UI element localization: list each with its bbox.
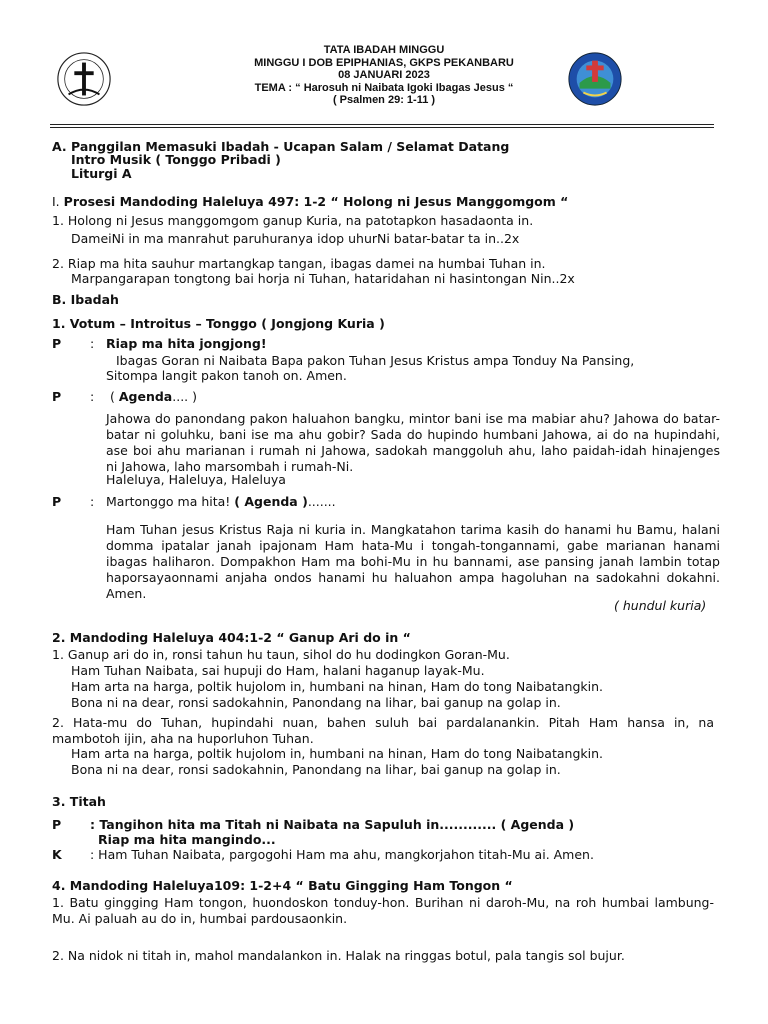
prayer-body: Ham Tuhan jesus Kristus Raja ni kuria in. Mangkatahon tarima kasih do hanami hu Bamu, halani domma ipatalar janah ipajonam Ham hata-Mu i tongah-tongannami, gabe marianan hanami ibagas haliharon. Dompakhon Ham ma bohi-Mu in hu bannami, ase pansing janah lambin totap haporsayaonnami anjaha ondos hanami hu haluahon ampa hagoluhan na sadokahni dokahni. Amen. bbox=[106, 522, 720, 601]
prayer-call bbox=[106, 494, 336, 510]
speaker-label-p: P bbox=[52, 817, 62, 832]
votum-title: 1. Votum – Introitus – Tonggo ( Jongjong Kuria ) bbox=[52, 316, 385, 331]
titah-title: 3. Titah bbox=[52, 794, 106, 809]
votum-call: Riap ma hita jongjong! bbox=[106, 336, 267, 351]
sit-down-note: ( hundul kuria) bbox=[614, 598, 707, 613]
song-2-verse-2-intro: 2. Hata-mu do Tuhan, hupindahi nuan, bahen suluh bai pardalanankin. Pitah Ham hansa in, na mambotoh ijin, aha na huporluhon Tuhan. bbox=[52, 715, 714, 746]
song-1-verse-1-line-1: 1. Holong ni Jesus manggomgom ganup Kuria, na patotapkon hasadaonta in. bbox=[52, 213, 534, 228]
song-1-number: I. bbox=[52, 194, 60, 209]
gkps-logo-icon bbox=[55, 50, 113, 108]
header-line-2: MINGGU I DOB EPIPHANIAS, GKPS PEKANBARU bbox=[254, 56, 514, 69]
votum-body-line-2: Sitompa langit pakon tanoh on. Amen. bbox=[106, 368, 347, 383]
header-psalm: ( Psalmen 29: 1-11 ) bbox=[332, 94, 436, 106]
song-3-subtitle: : 1-2+4 “ Batu Gingging Ham Tongon “ bbox=[240, 878, 513, 893]
introitus-body: Jahowa do panondang pakon haluahon bangku, mintor bani ise ma mabiar ahu? Jahowa do batar-batar ni goluhku, bani ise ma ahu gobir? Sada do hupindo humbani Jahowa, ai do na hupindahi, ase boi ahu marianan i rumah ni Jahowa, sadokah manggoluh ahu, laho paidah-idah hinajenges ni Jahowa, laho marsombah i rumah-Ni. bbox=[106, 411, 720, 474]
header-divider-top bbox=[50, 124, 714, 125]
song-1-verse-2-line-2: Marpangarapan tongtong bai horja ni Tuhan, hataridahan ni hasintongan Nin..2x bbox=[71, 271, 575, 286]
section-b-title: B. Ibadah bbox=[52, 292, 119, 307]
header-title-block bbox=[200, 44, 568, 107]
prayer-call-text: Martonggo ma hita! bbox=[106, 494, 235, 509]
song-2-verse-2-line-3: Ham arta na harga, poltik hujolom in, humbani na hinan, Ham do tong Naibatangkin. bbox=[71, 746, 603, 761]
speaker-label-p: P bbox=[52, 389, 62, 404]
song-3-verse-1: 1. Batu gingging Ham tongon, huondoskon tonduy-hon. Burihan ni daroh-Mu, na roh humbai lambung-Mu. Ai paluah au do in, humbai pardousaonkin. bbox=[52, 895, 714, 926]
pgi-logo-icon bbox=[566, 50, 624, 108]
speaker-colon: : bbox=[90, 494, 95, 509]
liturgy-label: Liturgi A bbox=[71, 166, 132, 181]
votum-body-line-1: Ibagas Goran ni Naibata Bapa pakon Tuhan Jesus Kristus ampa Tonduy Na Pansing, bbox=[116, 353, 635, 368]
song-1-verse-2-line-1: 2. Riap ma hita sauhur martangkap tangan, ibagas damei na humbai Tuhan in. bbox=[52, 256, 546, 271]
speaker-colon: : bbox=[90, 389, 95, 404]
titah-call: : Tangihon hita ma Titah ni Naibata na Sapuluh in............ ( Agenda ) bbox=[90, 817, 575, 832]
song-1-subtitle: : 1-2 “ Holong ni Jesus Manggomgom “ bbox=[294, 194, 569, 209]
song-1-verse-1-line-2: DameiNi in ma manrahut paruhuranya idop uhurNi batar-batar ta in..2x bbox=[71, 231, 520, 246]
speaker-label-k: K bbox=[52, 847, 62, 862]
prayer-dots: ....... bbox=[307, 494, 336, 509]
titah-call-line-2: Riap ma hita mangindo... bbox=[98, 832, 276, 847]
song-2-title: 2. Mandoding Haleluya 404 bbox=[52, 630, 245, 645]
song-2-heading bbox=[52, 630, 411, 646]
introitus-haleluya: Haleluya, Haleluya, Haleluya bbox=[106, 472, 286, 487]
song-3-title: 4. Mandoding Haleluya109 bbox=[52, 878, 241, 893]
song-2-verse-2-line-4: Bona ni na dear, ronsi sadokahnin, Panondang na lihar, bai ganup na golap in. bbox=[71, 762, 561, 777]
header-line-3: 08 JANUARI 2023 bbox=[338, 69, 430, 81]
song-2-verse-1-line-3: Ham arta na harga, poltik hujolom in, humbani na hinan, Ham do tong Naibatangkin. bbox=[71, 679, 603, 694]
header-theme: TEMA : “ Harosuh ni Naibata Igoki Ibagas Jesus “ bbox=[254, 81, 514, 94]
song-3-heading bbox=[52, 878, 513, 894]
section-a-title: A. Panggilan Memasuki Ibadah - Ucapan Salam / Selamat Datang bbox=[52, 139, 510, 154]
header-line-1: TATA IBADAH MINGGU bbox=[323, 44, 445, 56]
intro-music: Intro Musik ( Tonggo Pribadi ) bbox=[71, 152, 281, 167]
speaker-label-p: P bbox=[52, 336, 62, 351]
document-header bbox=[0, 42, 768, 122]
song-1-title: Prosesi Mandoding Haleluya 497 bbox=[63, 194, 295, 209]
introitus-agenda: ( Agenda.... ) bbox=[110, 389, 197, 404]
song-2-subtitle: :1-2 “ Ganup Ari do in “ bbox=[244, 630, 411, 645]
titah-response: : Ham Tuhan Naibata, pargogohi Ham ma ahu, mangkorjahon titah-Mu ai. Amen. bbox=[90, 847, 594, 862]
song-2-verse-1-line-2: Ham Tuhan Naibata, sai hupuji do Ham, halani haganup layak-Mu. bbox=[71, 663, 485, 678]
header-divider-bottom bbox=[50, 127, 714, 128]
speaker-label-p: P bbox=[52, 494, 62, 509]
song-2-verse-1-line-4: Bona ni na dear, ronsi sadokahnin, Panondang na lihar, bai ganup na golap in. bbox=[71, 695, 561, 710]
song-1-heading bbox=[52, 194, 568, 210]
speaker-colon: : bbox=[90, 336, 95, 351]
song-3-verse-2: 2. Na nidok ni titah in, mahol mandalankon in. Halak na ringgas botul, pala tangis sol bujur. bbox=[52, 948, 625, 963]
prayer-agenda: ( Agenda ) bbox=[234, 494, 308, 509]
song-2-verse-1-line-1: 1. Ganup ari do in, ronsi tahun hu taun, sihol do hu dodingkon Goran-Mu. bbox=[52, 647, 510, 662]
